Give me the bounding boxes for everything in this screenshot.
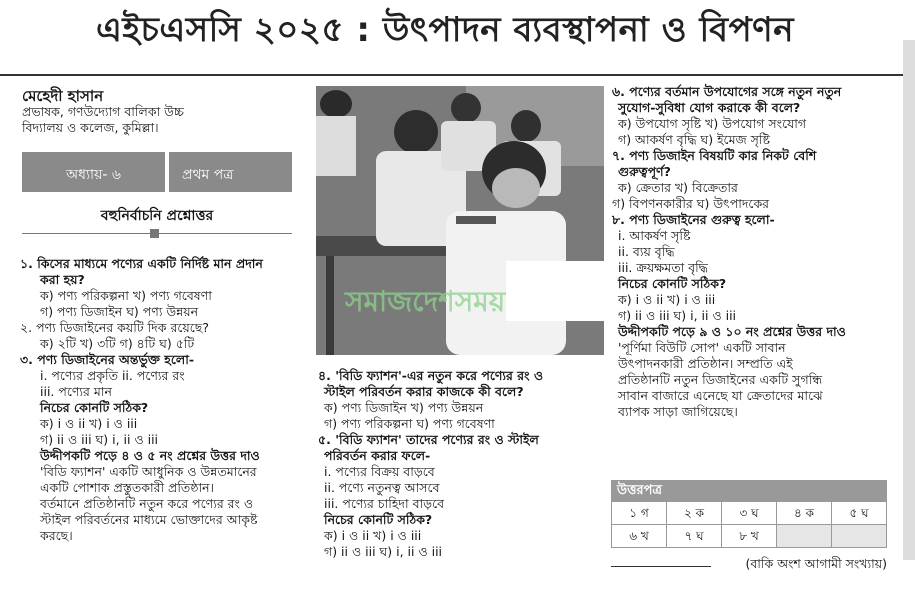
stimulus-line: প্রতিষ্ঠানটি নতুন ডিজাইনের একটি সুগন্ধি — [618, 372, 823, 387]
question-6-cont: সুযোগ-সুবিধা যোগ করাকে কী বলে? — [618, 100, 801, 115]
question-1-cont: করা হয়? — [40, 272, 85, 287]
question-8-options: ক) i ও ii খ) i ও iii — [618, 292, 716, 307]
question-4-options: গ) পণ্য পরিকল্পনা ঘ) পণ্য গবেষণা — [324, 416, 495, 431]
stimulus-line: 'পূর্ণিমা বিউটি সোপ' একটি সাবান — [618, 340, 786, 355]
answer-grid — [611, 502, 887, 548]
continued-note: (বাকি অংশ আগামী সংখ্যায়) — [745, 556, 887, 571]
stimulus-line: বর্তমানে প্রতিষ্ঠানটি নতুন করে পণ্যের রং ও — [40, 496, 254, 511]
question-3-options: ক) i ও ii খ) i ও iii — [40, 416, 138, 431]
question-1: ১. কিসের মাধ্যমে পণ্যের একটি নির্দিষ্ট মান প্রদান — [20, 256, 263, 271]
statement: iii. পণ্যের মান — [40, 384, 112, 399]
question-7: ৭. পণ্য ডিজাইন বিষয়টি কার নিকট বেশি — [612, 148, 817, 163]
question-4-cont: স্টাইল পরিবর্তন করার কাজকে কী বলে? — [324, 384, 524, 399]
question-7-cont: গুরুত্বপূর্ণ? — [618, 164, 671, 179]
question-5-ask: নিচের কোনটি সঠিক? — [324, 512, 433, 527]
question-1-options: ক) পণ্য পরিকল্পনা খ) পণ্য গবেষণা — [40, 288, 212, 303]
question-8-options: গ) ii ও iii ঘ) i, ii ও iii — [618, 308, 737, 323]
author-designation: প্রভাষক, গণউদ্যোগ বালিকা উচ্চ — [22, 104, 184, 119]
question-4-options: ক) পণ্য ডিজাইন খ) পণ্য উন্নয়ন — [324, 400, 484, 415]
answer-cell-empty — [777, 525, 832, 548]
answer-cell: ৩ ঘ — [722, 502, 777, 525]
stimulus-heading: উদ্দীপকটি পড়ে ৪ ও ৫ নং প্রশ্নের উত্তর দাও — [40, 448, 260, 463]
stimulus-line: 'বিডি ফ্যাশন' একটি আধুনিক ও উন্নতমানের — [40, 464, 257, 479]
statement: i. পণ্যের প্রকৃতি ii. পণ্যের রং — [40, 368, 185, 383]
statement: iii. ক্রয়ক্ষমতা বৃদ্ধি — [618, 260, 708, 275]
question-5-options: ক) i ও ii খ) i ও iii — [324, 528, 422, 543]
section-square-icon — [150, 229, 159, 238]
question-1-options: গ) পণ্য ডিজাইন ঘ) পণ্য উন্নয়ন — [40, 304, 199, 319]
stimulus-line: উৎপাদনকারী প্রতিষ্ঠান। সম্প্রতি এই — [618, 356, 793, 371]
question-5: ৫. 'বিডি ফ্যাশন' তাদের পণ্যের রং ও স্টাইল — [318, 432, 539, 447]
author-name: মেহেদী হাসান — [22, 87, 104, 105]
question-6-options: গ) আকর্ষণ বৃদ্ধি ঘ) ইমেজ সৃষ্টি — [618, 132, 770, 147]
statement: i. পণ্যের বিক্রয় বাড়বে — [324, 464, 435, 479]
answer-cell: ১ গ — [612, 502, 667, 525]
question-4: ৪. 'বিডি ফ্যাশন'-এর নতুন করে পণ্যের রং ও — [318, 368, 544, 383]
paper-label: প্রথম পত্র — [182, 167, 234, 183]
answer-cell: ৫ ঘ — [832, 502, 887, 525]
question-7-options: ক) ক্রেতার খ) বিক্রেতার — [618, 180, 738, 195]
answer-key — [611, 480, 887, 548]
answer-cell: ৮ খ — [722, 525, 777, 548]
chapter-bar — [22, 152, 292, 192]
author-block — [22, 88, 297, 136]
question-6: ৬. পণ্যের বর্তমান উপযোগের সঙ্গে নতুন নতুন — [612, 84, 842, 99]
chapter-number: অধ্যায়- ৬ — [66, 167, 121, 183]
chapter-divider — [165, 152, 169, 192]
section-heading: বহুনির্বাচনি প্রশ্নোত্তর — [100, 208, 214, 224]
statement: i. আকর্ষণ সৃষ্টি — [618, 228, 691, 243]
question-2: ২. পণ্য ডিজাইনের কয়টি দিক রয়েছে? — [20, 320, 209, 335]
stimulus-line: একটি পোশাক প্রস্তুতকারী প্রতিষ্ঠান। — [40, 480, 215, 495]
question-5-cont: পরিবর্তন করার ফলে- — [324, 448, 431, 463]
answer-key-title: উত্তরপত্র — [611, 480, 887, 502]
statement: iii. পণ্যের চাহিদা বাড়বে — [324, 496, 445, 511]
answer-cell: ৪ ক — [777, 502, 832, 525]
question-3-ask: নিচের কোনটি সঠিক? — [40, 400, 149, 415]
answer-cell: ৬ খ — [612, 525, 667, 548]
page-title: এইচএসসি ২০২৫ : উৎপাদন ব্যবস্থাপনা ও বিপণন — [95, 10, 795, 50]
column-1 — [20, 256, 305, 544]
title-rule — [0, 74, 915, 76]
author-institution: বিদ্যালয় ও কলেজ, কুমিল্লা। — [22, 120, 159, 135]
question-8: ৮. পণ্য ডিজাইনের গুরুত্ব হলো- — [612, 212, 775, 227]
answer-cell-empty — [832, 525, 887, 548]
statement: ii. পণ্যে নতুনত্ব আসবে — [324, 480, 440, 495]
answer-cell: ৭ ঘ — [667, 525, 722, 548]
question-7-options: গ) বিপণনকারীর ঘ) উৎপাদকের — [612, 196, 770, 211]
stimulus-line: স্টাইল পরিবর্তনের মাধ্যমে ভোক্তাদের আকৃষ্ট — [40, 512, 258, 527]
answer-cell: ২ ক — [667, 502, 722, 525]
question-5-options: গ) ii ও iii ঘ) i, ii ও iii — [324, 544, 443, 559]
stimulus-line: ব্যাপক সাড়া জাগিয়েছে। — [618, 404, 738, 419]
page-edge — [903, 40, 915, 560]
question-2-options: ক) ২টি খ) ৩টি গ) ৪টি ঘ) ৫টি — [40, 336, 195, 351]
question-8-ask: নিচের কোনটি সঠিক? — [618, 276, 727, 291]
question-3: ৩. পণ্য ডিজাইনের অন্তর্ভুক্ত হলো- — [20, 352, 195, 367]
stimulus-line: সাবান বাজারে এনেছে যা ক্রেতাদের মাঝে — [618, 388, 823, 403]
stimulus-heading: উদ্দীপকটি পড়ে ৯ ও ১০ নং প্রশ্নের উত্তর দাও — [618, 324, 846, 339]
stimulus-line: করছে। — [40, 528, 73, 543]
watermark: সমাজদেশসময় — [345, 285, 506, 318]
statement: ii. ব্যয় বৃদ্ধি — [618, 244, 675, 259]
column-3 — [612, 84, 894, 420]
question-3-options: গ) ii ও iii ঘ) i, ii ও iii — [40, 432, 159, 447]
question-6-options: ক) উপযোগ সৃষ্টি খ) উপযোগ সংযোগ — [618, 116, 807, 131]
column-2 — [318, 368, 608, 560]
